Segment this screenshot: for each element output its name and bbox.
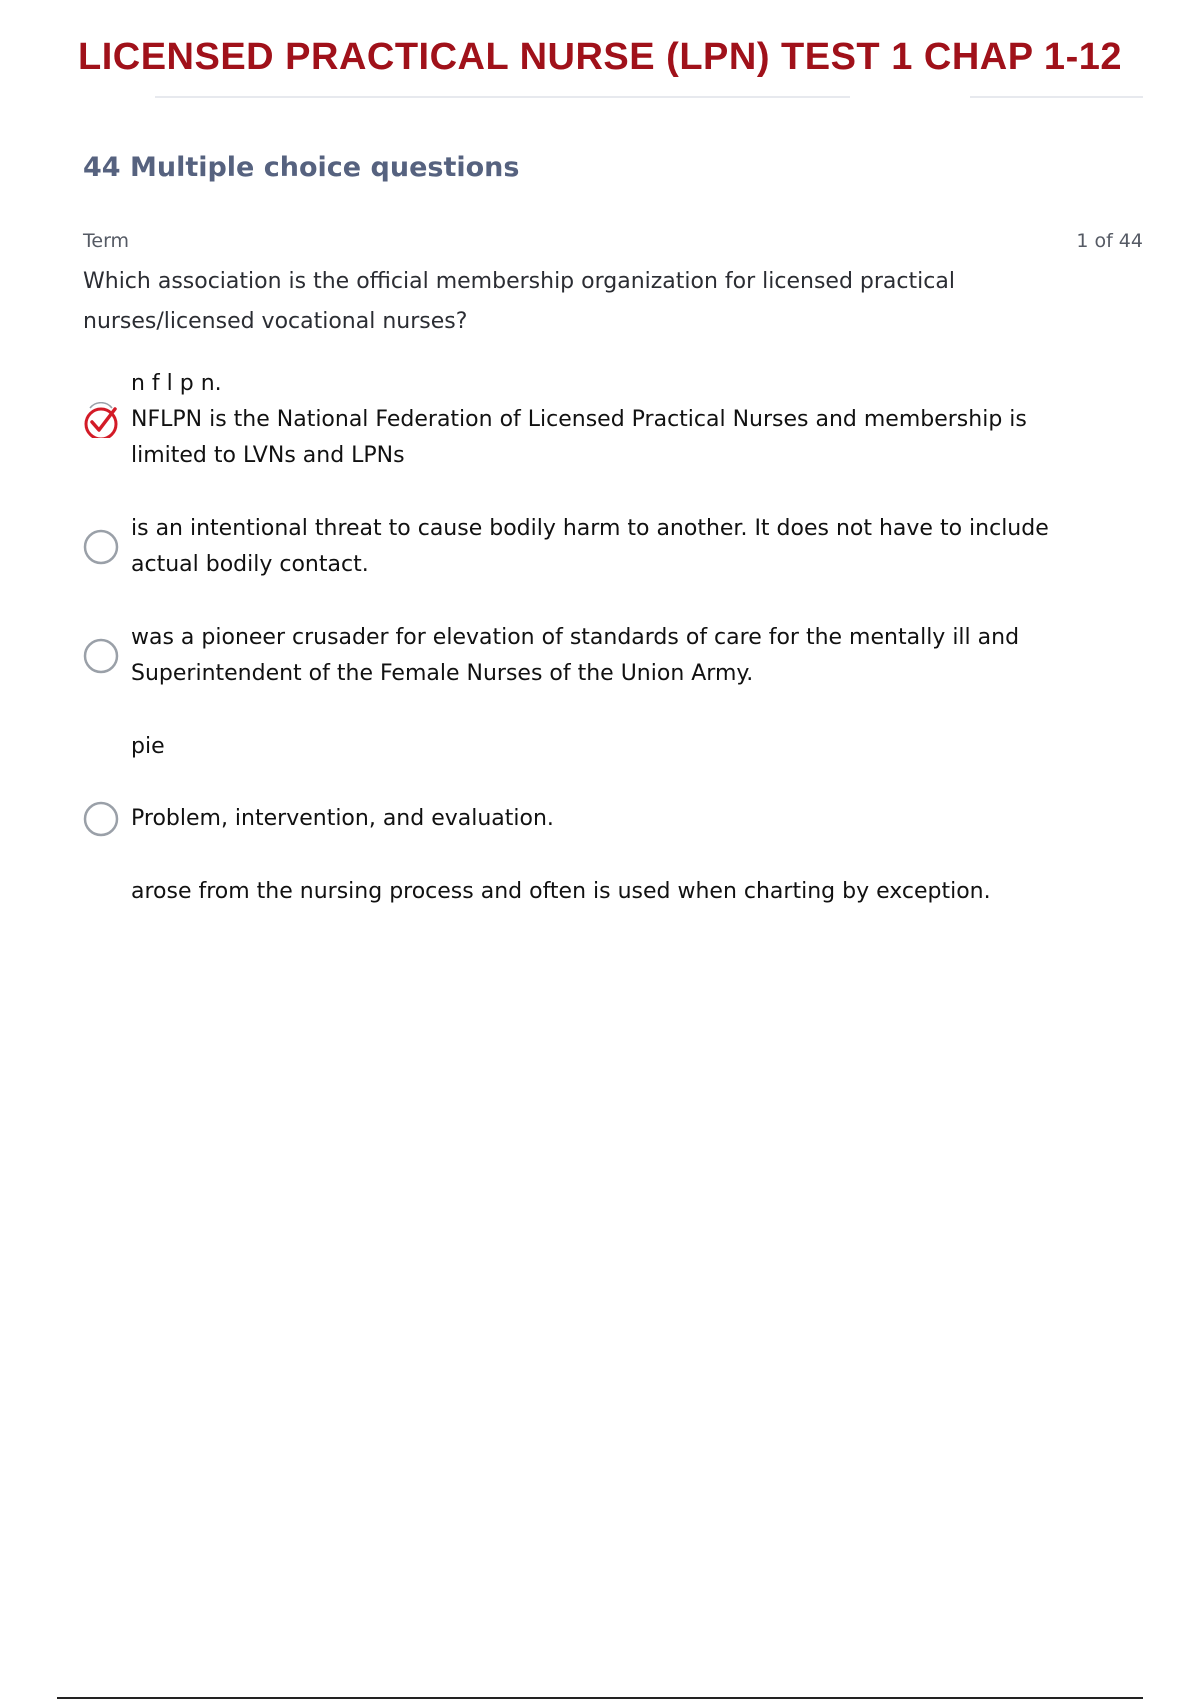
- answer-option-3-text: was a pioneer crusader for elevation of standards of care for the mentally ill and Superintendent of the Female Nurses of the Union Army.: [131, 625, 1020, 686]
- extra-answer-text-2: arose from the nursing process and often is used when charting by exception.: [131, 879, 991, 904]
- radio-circle-icon[interactable]: [83, 529, 119, 565]
- radio-circle-icon[interactable]: [83, 638, 119, 674]
- extra-answer-text-1: pie: [131, 734, 165, 759]
- question-text: Which association is the official membership organization for licensed practical nurses/licensed vocational nurses?: [83, 269, 955, 334]
- answer-option-2-text: is an intentional threat to cause bodily harm to another. It does not have to include actual bodily contact.: [131, 516, 1049, 577]
- question-count-heading: 44 Multiple choice questions: [83, 152, 520, 183]
- radio-circle-icon[interactable]: [83, 801, 119, 837]
- question-counter: 1 of 44: [1076, 230, 1143, 252]
- answer-option-1-text: NFLPN is the National Federation of Licensed Practical Nurses and membership is limited to LVNs and LPNs: [131, 407, 1027, 468]
- answer-option-4[interactable]: [83, 801, 1083, 837]
- answer-option-1[interactable]: [83, 402, 1083, 474]
- page-title: LICENSED PRACTICAL NURSE (LPN) TEST 1 CHAP 1-12: [77, 36, 1122, 78]
- title-divider-right: [970, 96, 1143, 98]
- page-bottom-divider: [57, 1697, 1143, 1699]
- checked-circle-icon[interactable]: [83, 402, 119, 438]
- answer-option-3[interactable]: [83, 620, 1083, 692]
- title-divider-left: [155, 96, 850, 98]
- term-label: Term: [83, 230, 130, 252]
- answer-prefix-text: n f l p n.: [131, 371, 222, 396]
- answer-option-2[interactable]: [83, 511, 1083, 583]
- answer-option-4-text: Problem, intervention, and evaluation.: [131, 806, 554, 831]
